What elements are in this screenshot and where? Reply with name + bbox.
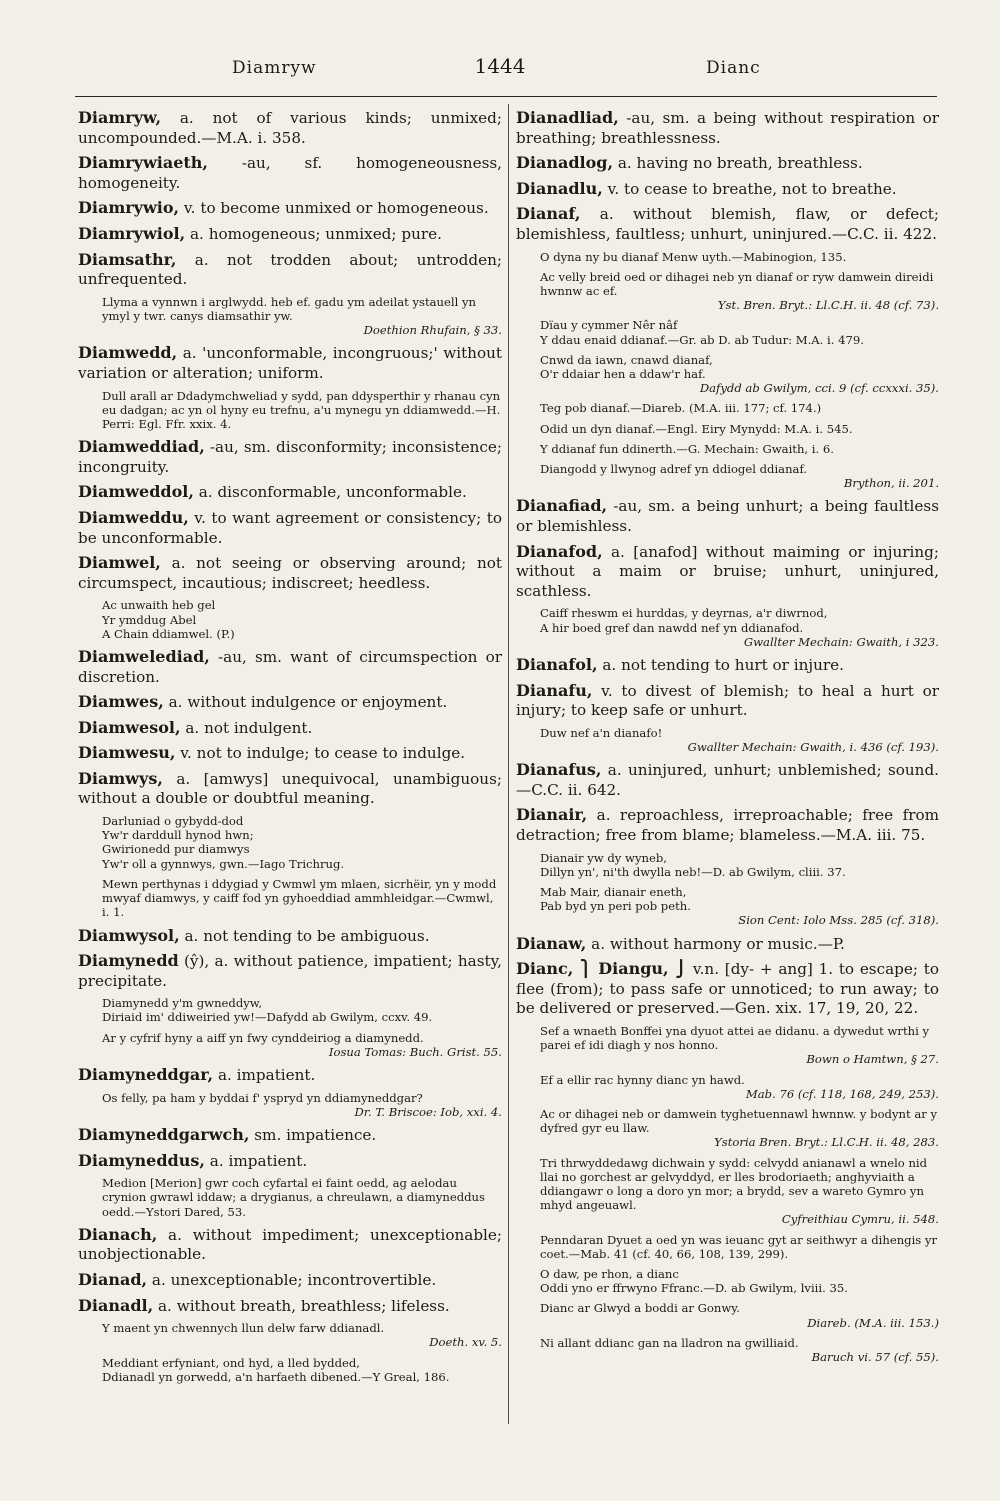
dictionary-entry bbox=[516, 805, 939, 845]
citation-quote bbox=[102, 1031, 502, 1059]
quote-line: Sef a wnaeth Bonffei yna dyuot attei ae didanu. a dywedut wrthi y parei ef idi diagh y nos honno. bbox=[540, 1023, 930, 1053]
entry-headword: Diamweddol, bbox=[78, 482, 194, 502]
dictionary-entry bbox=[516, 204, 939, 244]
entry-definition: sm. impatience. bbox=[249, 1126, 377, 1145]
quote-line: Penndaran Dyuet a oed yn was ieuanc gyt ar seithwyr a dihengis yr coet.—Mab. 41 (cf. 40, 66, 108, 139, 299). bbox=[540, 1232, 938, 1261]
dictionary-entry bbox=[78, 153, 502, 193]
quote-source: Baruch vi. 57 (cf. 55). bbox=[811, 1350, 939, 1364]
citation-quote bbox=[540, 1073, 939, 1101]
entry-headword: Diamweddu, bbox=[78, 507, 189, 527]
entry-headword: Dianadliad, bbox=[516, 108, 619, 127]
entry-definition: a. without impediment; unexceptionable; unobjectionable. bbox=[78, 1225, 502, 1264]
entry-definition: a. without harmony or music.—P. bbox=[586, 934, 845, 953]
entry-headword: Diamyneddgar, bbox=[78, 1065, 214, 1085]
dictionary-entry bbox=[516, 153, 939, 174]
running-head-right: Dianc bbox=[706, 58, 761, 78]
quote-line: Pab byd yn peri pob peth. bbox=[540, 899, 691, 914]
dictionary-entry bbox=[78, 647, 502, 687]
quote-line: Yw'r darddull hynod hwn; bbox=[102, 828, 254, 843]
quote-line: Medion [Merion] gwr coch cyfartal ei faint oedd, ag aelodau crynion gwrawl iddaw; a drygianus, a chreulawn, a diamyneddus oedd.—Ystori Dared, 53. bbox=[102, 1176, 485, 1219]
quote-line: Caiff rheswm ei hurddas, y deyrnas, a'r diwrnod, bbox=[540, 606, 828, 621]
quote-line: Odid un dyn dianaf.—Engl. Eiry Mynydd: M.A. i. 545. bbox=[540, 421, 853, 436]
page-header bbox=[0, 54, 1000, 88]
entry-headword: Diamwelediad, bbox=[78, 646, 210, 666]
citation-quote bbox=[540, 422, 939, 436]
quote-source: Gwallter Mechain: Gwaith, i. 436 (cf. 193). bbox=[687, 739, 939, 754]
citation-quote bbox=[540, 726, 939, 754]
entry-headword: Dianafus, bbox=[516, 760, 602, 780]
quote-line: Dïau y cymmer Nêr nâf bbox=[540, 318, 678, 333]
citation-quote bbox=[540, 401, 939, 415]
dictionary-entry bbox=[78, 250, 502, 290]
citation-quote bbox=[102, 598, 502, 641]
quote-source: Sion Cent: Iolo Mss. 285 (cf. 318). bbox=[738, 913, 939, 928]
quote-line: Diangodd y llwynog adref yn ddiogel ddianaf. bbox=[540, 462, 808, 476]
left-column bbox=[78, 108, 502, 1438]
entry-definition: -au, sm. a being unhurt; a being faultless or blemishless. bbox=[516, 497, 939, 535]
dictionary-entry bbox=[516, 934, 939, 955]
entry-definition: v.n. [dy- + ang] 1. to escape; to flee (from); to pass safe or unnoticed; to run away; to be delivered or preserved.—Gen. xix. 17, 19, 20, 22. bbox=[516, 960, 939, 1018]
quote-source: Iosua Tomas: Buch. Grist. 55. bbox=[328, 1044, 502, 1059]
citation-quote bbox=[102, 295, 502, 338]
quote-source: Dr. T. Briscoe: Iob, xxi. 4. bbox=[354, 1104, 502, 1119]
entry-headword: Dianach, bbox=[78, 1224, 158, 1244]
entry-headword: Diamyneddgarwch, bbox=[78, 1125, 250, 1145]
entry-headword: Diamrywiaeth, bbox=[78, 153, 208, 173]
citation-quote bbox=[102, 877, 502, 920]
entry-definition: a. homogeneous; unmixed; pure. bbox=[185, 224, 442, 243]
entry-definition: a. [anafod] without maiming or injuring; without a maim or bruise; unhurt, uninjured, scathless. bbox=[516, 542, 939, 600]
quote-line: O'r ddaiar hen a ddaw'r haf. bbox=[540, 366, 706, 381]
entry-definition: a. not tending to be ambiguous. bbox=[179, 926, 430, 945]
entry-definition: a. 'unconformable, incongruous;' without variation or alteration; uniform. bbox=[78, 344, 502, 382]
running-head-left: Diamryw bbox=[232, 58, 317, 78]
entry-definition: -au, sm. disconformity; inconsistence; incongruity. bbox=[78, 438, 502, 476]
entry-definition: a. disconformable, unconformable. bbox=[193, 483, 467, 502]
citation-quote bbox=[102, 389, 502, 432]
quote-line: Llyma a vynnwn i arglwydd. heb ef. gadu ym adeilat ystauell yn ymyl y twr. canys diamsathir yw. bbox=[102, 294, 476, 323]
entry-headword: Diamrywio, bbox=[78, 198, 180, 218]
citation-quote bbox=[540, 353, 939, 396]
entry-headword: Diamwel, bbox=[78, 553, 161, 573]
dictionary-entry bbox=[78, 482, 502, 503]
citation-quote bbox=[102, 1356, 502, 1384]
entry-headword: Dianafod, bbox=[516, 541, 603, 561]
entry-headword: Dianafu, bbox=[516, 680, 593, 700]
dictionary-entry bbox=[516, 959, 939, 1019]
quote-line: Meddiant erfyniant, ond hyd, a lled bydded, bbox=[102, 1355, 360, 1370]
quote-line: Ni allant ddianc gan na lladron na gwilliaid. bbox=[540, 1335, 799, 1350]
entry-definition: a. without breath, breathless; lifeless. bbox=[153, 1296, 450, 1315]
quote-source: Mab. 76 (cf. 118, 168, 249, 253). bbox=[745, 1086, 939, 1101]
entry-definition: v. not to indulge; to cease to indulge. bbox=[175, 744, 466, 763]
entry-definition: v. to divest of blemish; to heal a hurt or injury; to keep safe or unhurt. bbox=[516, 681, 939, 720]
quote-source: Doethion Rhufain, § 33. bbox=[363, 323, 502, 338]
entry-headword: Diamwesol, bbox=[78, 717, 181, 737]
citation-quote bbox=[540, 606, 939, 649]
quote-source: Ystoria Bren. Bryt.: Ll.C.H. ii. 48, 283. bbox=[714, 1135, 939, 1150]
quote-line: Tri thrwyddedawg dichwain y sydd: celvydd anianawl a wnelo nid llai no gorchest ar gelvyddyd, er lles brodoriaeth; anghyviaith a ddiangawr o long a doro yn mor; a brydd, sev a wareto Gymro yn mhyd angeuawl. bbox=[540, 1155, 928, 1213]
quote-line: Os felly, pa ham y byddai f' yspryd yn ddiamyneddgar? bbox=[102, 1090, 423, 1105]
header-rule bbox=[75, 96, 937, 97]
quote-line: Yr ymddug Abel bbox=[102, 612, 197, 627]
quote-source: Doeth. xv. 5. bbox=[429, 1335, 502, 1350]
citation-quote bbox=[102, 1321, 502, 1349]
dictionary-entry bbox=[78, 553, 502, 593]
quote-line: Dianair yw dy wyneb, bbox=[540, 850, 667, 865]
quote-line: Y maent yn chwennych llun delw farw ddianadl. bbox=[102, 1321, 385, 1336]
entry-headword: Dianafol, bbox=[516, 654, 598, 674]
quote-source: Diareb. (M.A. iii. 153.) bbox=[807, 1315, 939, 1330]
quote-line: A Chain ddiamwel. (P.) bbox=[102, 626, 235, 641]
entry-headword: Diamynedd bbox=[78, 951, 179, 971]
dictionary-entry bbox=[516, 542, 939, 602]
entry-definition: a. without indulgence or enjoyment. bbox=[163, 693, 448, 712]
entry-definition: a. having no breath, breathless. bbox=[613, 154, 863, 173]
quote-source: Cyfreithiau Cymru, ii. 548. bbox=[781, 1212, 939, 1227]
page-number: 1444 bbox=[474, 54, 526, 78]
entry-headword: Dianair, bbox=[516, 805, 588, 825]
dictionary-entry bbox=[78, 1125, 502, 1146]
entry-headword: Diamweddiad, bbox=[78, 437, 205, 457]
quote-source: Bown o Hamtwn, § 27. bbox=[806, 1052, 939, 1067]
quote-line: Ef a ellir rac hynny dianc yn hawd. bbox=[540, 1072, 745, 1087]
right-column bbox=[516, 108, 939, 1438]
column-divider bbox=[508, 104, 509, 1424]
quote-line: Ddianadl yn gorwedd, a'n harfaeth dibened.—Y Greal, 186. bbox=[102, 1369, 450, 1384]
entry-headword: Diamwesu, bbox=[78, 743, 176, 763]
entry-definition: a. unexceptionable; incontrovertible. bbox=[147, 1271, 437, 1290]
citation-quote bbox=[540, 250, 939, 264]
quote-line: Ac unwaith heb gel bbox=[102, 598, 216, 613]
quote-line: Gwirionedd pur diamwys bbox=[102, 842, 250, 857]
dictionary-entry bbox=[78, 769, 502, 809]
dictionary-entry bbox=[78, 437, 502, 477]
quote-line: Darluniad o gybydd-dod bbox=[102, 814, 244, 829]
dictionary-entry bbox=[78, 743, 502, 764]
quote-line: Y ddau enaid ddianaf.—Gr. ab D. ab Tudur: M.A. i. 479. bbox=[540, 332, 864, 347]
citation-quote bbox=[540, 851, 939, 879]
quote-line: Mab Mair, dianair eneth, bbox=[540, 884, 687, 899]
citation-quote bbox=[540, 270, 939, 313]
quote-line: Cnwd da iawn, cnawd dianaf, bbox=[540, 352, 713, 367]
entry-definition: a. not indulgent. bbox=[180, 718, 313, 737]
quote-source: Gwallter Mechain: Gwaith, i 323. bbox=[743, 634, 939, 649]
dictionary-entry bbox=[78, 343, 502, 383]
entry-definition: a. reproachless, irreproachable; free from detraction; free from blame; blameless.—M.A. iii. 75. bbox=[516, 806, 939, 844]
quote-line: O daw, pe rhon, a dianc bbox=[540, 1266, 679, 1281]
quote-line: A hir boed gref dan nawdd nef yn ddianafod. bbox=[540, 620, 804, 635]
entry-definition: a. not of various kinds; unmixed; uncompounded.—M.A. i. 358. bbox=[78, 109, 502, 147]
quote-line: Oddi yno er ffrwyno Ffranc.—D. ab Gwilym, lviii. 35. bbox=[540, 1281, 848, 1296]
dictionary-entry bbox=[78, 951, 502, 991]
entry-definition: a. not trodden about; untrodden; unfrequented. bbox=[78, 250, 502, 289]
quote-line: Diriaid im' ddiweiried yw!—Dafydd ab Gwilym, ccxv. 49. bbox=[102, 1010, 433, 1025]
entry-headword: Dianadl, bbox=[78, 1295, 154, 1315]
entry-headword: Diamwysol, bbox=[78, 925, 180, 945]
quote-line: Ac or dihagei neb or damwein tyghetuennawl hwnnw. y bodynt ar y dyfred gyr eu llaw. bbox=[540, 1106, 938, 1136]
dictionary-entry bbox=[78, 926, 502, 947]
citation-quote bbox=[540, 1336, 939, 1364]
dictionary-entry bbox=[78, 1270, 502, 1291]
dictionary-entry bbox=[516, 655, 939, 676]
dictionary-entry bbox=[78, 108, 502, 148]
entry-headword: Diamrywiol, bbox=[78, 223, 186, 243]
dictionary-entry bbox=[78, 198, 502, 219]
entry-definition: a. uninjured, unhurt; unblemished; sound.—C.C. ii. 642. bbox=[516, 761, 939, 799]
dictionary-entry bbox=[78, 508, 502, 548]
citation-quote bbox=[540, 1107, 939, 1150]
quote-line: Diamynedd y'm gwneddyw, bbox=[102, 996, 263, 1011]
citation-quote bbox=[540, 1233, 939, 1261]
dictionary-entry bbox=[516, 108, 939, 148]
citation-quote bbox=[102, 814, 502, 871]
quote-line: Yw'r oll a gynnwys, gwn.—Iago Trichrug. bbox=[102, 856, 345, 871]
quote-source: Dafydd ab Gwilym, cci. 9 (cf. ccxxxi. 35). bbox=[699, 381, 939, 396]
citation-quote bbox=[540, 1156, 939, 1227]
entry-definition: (ŷ), a. without patience, impatient; hasty, precipitate. bbox=[78, 952, 502, 990]
entry-definition: v. to become unmixed or homogeneous. bbox=[179, 199, 489, 218]
entry-headword: Dianad, bbox=[78, 1270, 148, 1290]
entry-headword: Diamyneddus, bbox=[78, 1150, 205, 1170]
entry-definition: -au, sm. a being without respiration or breathing; breathlessness. bbox=[516, 109, 939, 147]
entry-headword: Dianaf, bbox=[516, 204, 581, 224]
citation-quote bbox=[540, 318, 939, 346]
entry-headword: Diamwedd, bbox=[78, 343, 178, 363]
dictionary-entry bbox=[78, 1225, 502, 1265]
citation-quote bbox=[102, 1091, 502, 1119]
citation-quote bbox=[540, 462, 939, 490]
quote-source: Brython, ii. 201. bbox=[843, 476, 939, 491]
entry-definition: v. to cease to breathe, not to breathe. bbox=[602, 179, 897, 198]
citation-quote bbox=[540, 1267, 939, 1295]
dictionary-entry bbox=[78, 718, 502, 739]
quote-line: Y ddianaf fun ddinerth.—G. Mechain: Gwaith, i. 6. bbox=[540, 441, 834, 456]
quote-line: Mewn perthynas i ddygiad y Cwmwl ym mlaen, sicrhëir, yn y modd mwyaf diamwys, y caiff fod yn gyhoeddiad ammhleidgar.—Cwmwl, i. 1. bbox=[102, 876, 497, 920]
dictionary-entry bbox=[78, 692, 502, 713]
quote-source: Yst. Bren. Bryt.: Ll.C.H. ii. 48 (cf. 73). bbox=[717, 298, 939, 313]
entry-headword: Dianafiad, bbox=[516, 496, 608, 516]
quote-line: Dull arall ar Ddadymchweliad y sydd, pan ddysperthir y rhanau cyn eu dadgan; ac yn ol hyny eu trefnu, a'u mynegu yn ddiamwedd.—H. Perri: Egl. Ffr. xxix. 4. bbox=[102, 388, 501, 431]
entry-headword: Diamryw, bbox=[78, 108, 162, 127]
entry-headword: Diamwys, bbox=[78, 768, 163, 788]
dictionary-entry bbox=[516, 496, 939, 536]
quote-line: Teg pob dianaf.—Diareb. (M.A. iii. 177; cf. 174.) bbox=[540, 401, 822, 416]
citation-quote bbox=[102, 996, 502, 1024]
citation-quote bbox=[540, 1024, 939, 1067]
dictionary-entry bbox=[78, 1065, 502, 1086]
entry-headword: Dianc, ⎫ Diangu, ⎭ bbox=[516, 959, 688, 979]
entry-headword: Diamwes, bbox=[78, 692, 164, 712]
dictionary-entry bbox=[78, 224, 502, 245]
citation-quote bbox=[540, 1301, 939, 1329]
dictionary-entry bbox=[78, 1296, 502, 1317]
entry-definition: a. without blemish, flaw, or defect; blemishless, faultless; unhurt, uninjured.—C.C. ii. 422. bbox=[516, 205, 939, 243]
citation-quote bbox=[540, 442, 939, 456]
entry-definition: a. impatient. bbox=[204, 1151, 308, 1170]
entry-definition: v. to want agreement or consistency; to be unconformable. bbox=[78, 508, 502, 547]
entry-definition: a. not seeing or observing around; not circumspect, incautious; indiscreet; heedless. bbox=[78, 554, 502, 592]
dictionary-entry bbox=[516, 681, 939, 721]
quote-line: Duw nef a'n dianafo! bbox=[540, 725, 663, 740]
quote-line: Ac velly breid oed or dihagei neb yn dianaf or ryw damwein direidi hwnnw ac ef. bbox=[540, 269, 934, 298]
dictionary-entry bbox=[78, 1151, 502, 1172]
quote-line: Dianc ar Glwyd a boddi ar Gonwy. bbox=[540, 1301, 740, 1316]
entry-definition: a. impatient. bbox=[213, 1066, 316, 1085]
entry-headword: Diamsathr, bbox=[78, 249, 177, 269]
quote-line: Ar y cyfrif hyny a aiff yn fwy cynddeiriog a diamynedd. bbox=[102, 1030, 424, 1045]
entry-headword: Dianaw, bbox=[516, 933, 587, 953]
quote-line: O dyna ny bu dianaf Menw uyth.—Mabinogion, 135. bbox=[540, 249, 847, 264]
citation-quote bbox=[102, 1176, 502, 1219]
entry-definition: -au, sf. homogeneousness, homogeneity. bbox=[78, 154, 502, 192]
citation-quote bbox=[540, 885, 939, 928]
entry-definition: a. not tending to hurt or injure. bbox=[597, 655, 844, 674]
quote-line: Dillyn yn', ni'th dwylla neb!—D. ab Gwilym, cliii. 37. bbox=[540, 864, 846, 879]
entry-definition: -au, sm. want of circumspection or discretion. bbox=[78, 647, 502, 686]
entry-headword: Dianadlu, bbox=[516, 178, 603, 198]
entry-headword: Dianadlog, bbox=[516, 153, 614, 173]
entry-definition: a. [amwys] unequivocal, unambiguous; without a double or doubtful meaning. bbox=[78, 769, 502, 808]
dictionary-entry bbox=[516, 760, 939, 800]
dictionary-entry bbox=[516, 179, 939, 200]
